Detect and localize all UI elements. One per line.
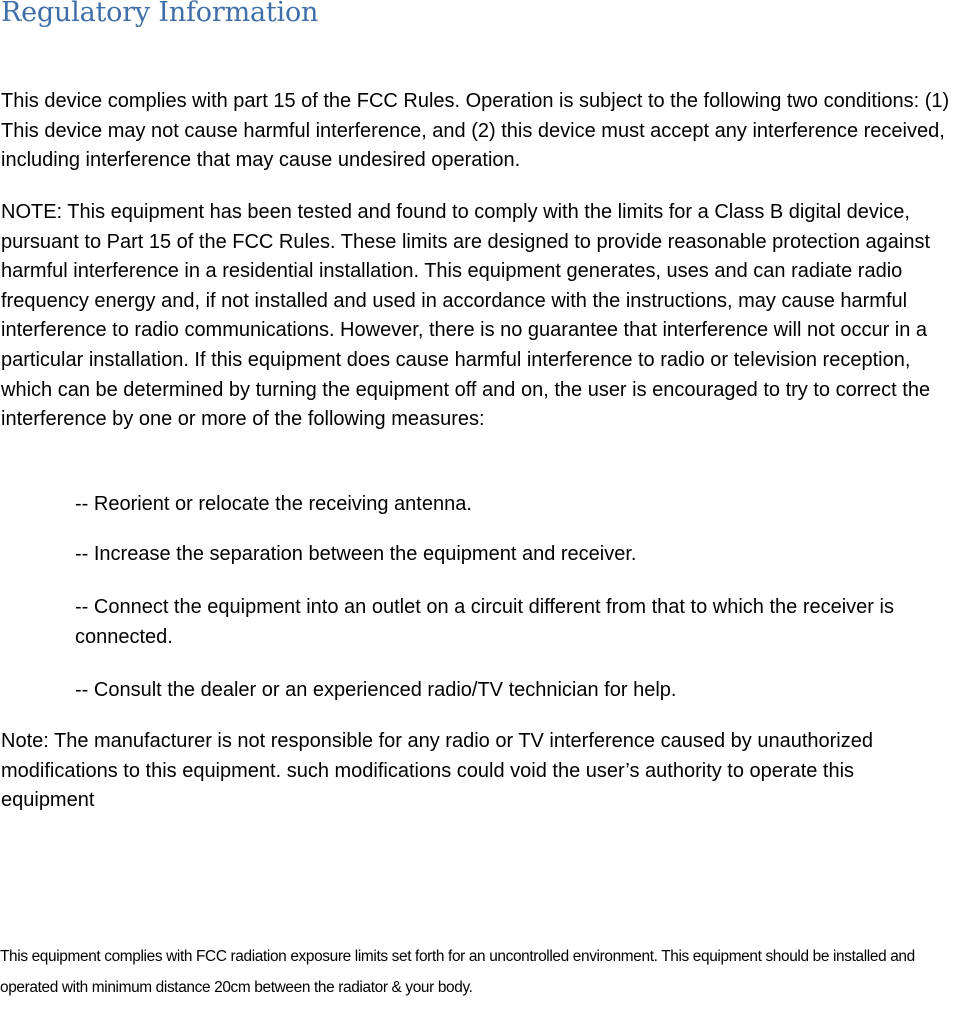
- manufacturer-note-paragraph: Note: The manufacturer is not responsible for any radio or TV interference caused by unauthorized modifications to this equipment. such modifications could void the user’s authority to operate this equipment: [1, 730, 873, 812]
- fcc-compliance-paragraph: This device complies with part 15 of the FCC Rules. Operation is subject to the following two conditions: (1) This device may not cause harmful interference, and (2) this device must accept any interference received, including interference that may cause undesired operation.: [1, 90, 950, 172]
- page-title: Regulatory Information: [1, 0, 319, 28]
- rf-exposure-note: This equipment complies with FCC radiation exposure limits set forth for an uncontrolled environment. This equipment should be installed and operated with minimum distance 20cm between the radiator & your body.: [0, 948, 915, 996]
- measure-item: -- Reorient or relocate the receiving antenna.: [75, 493, 472, 515]
- class-b-note-paragraph: NOTE: This equipment has been tested and found to comply with the limits for a Class B digital device, pursuant to Part 15 of the FCC Rules. These limits are designed to provide reasonable protection against harmful interference in a residential installation. This equipment generates, uses and can radiate radio frequency energy and, if not installed and used in accordance with the instructions, may cause harmful interference to radio communications. However, there is no guarantee that interference will not occur in a particular installation. If this equipment does cause harmful interference to radio or television reception, which can be determined by turning the equipment off and on, the user is encouraged to try to correct the interference by one or more of the following measures:: [1, 201, 931, 431]
- measure-item: -- Connect the equipment into an outlet on a circuit different from that to which the receiver is connected.: [75, 596, 894, 648]
- measure-item: -- Increase the separation between the equipment and receiver.: [75, 543, 637, 565]
- measure-item: -- Consult the dealer or an experienced radio/TV technician for help.: [75, 679, 677, 701]
